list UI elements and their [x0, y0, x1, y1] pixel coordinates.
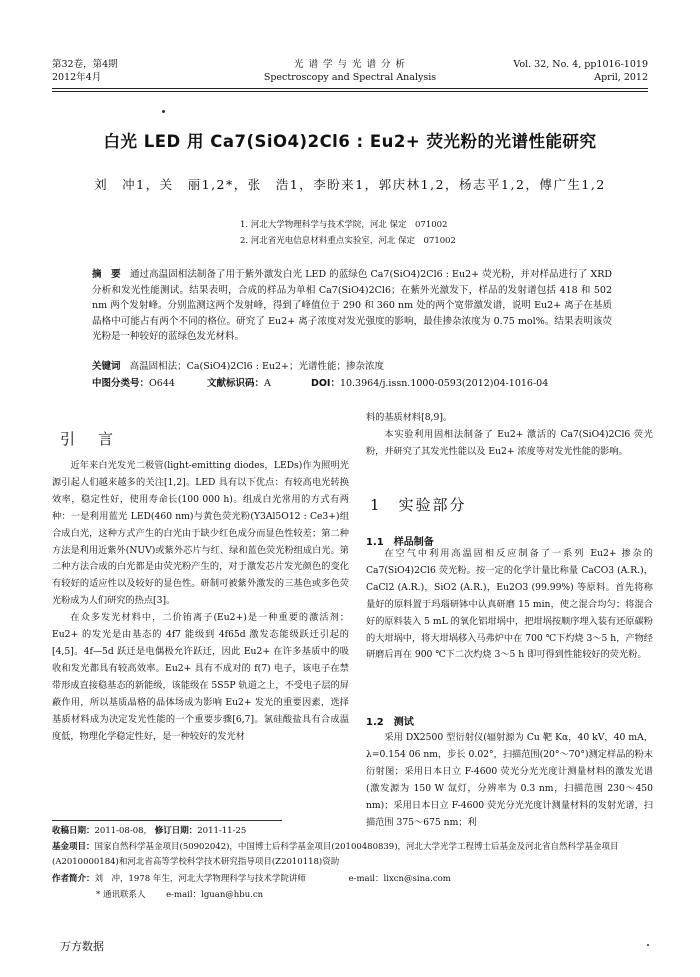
- corresponding-email: e-mail：lguan@hbu.cn: [166, 890, 264, 900]
- doc-code-label: 文献标识码：: [207, 378, 265, 389]
- header-rule-thick: [52, 88, 648, 89]
- clc-value: O644: [149, 378, 175, 389]
- header-rule-thin: [52, 91, 648, 92]
- author-list: 刘 冲1，关 丽1,2*，张 浩1，李盼来1，郭庆林1,2，杨志平1,2，傅广生1,2: [94, 177, 606, 192]
- speck-mark: [162, 110, 165, 113]
- source-watermark: 万方数据: [60, 940, 104, 953]
- speck-mark: [647, 944, 649, 946]
- footnote-dates: 收稿日期：2011-08-08， 修订日期：2011-11-25: [52, 826, 247, 836]
- keywords-label: 关键词: [92, 361, 121, 372]
- right-column-intro: [366, 410, 653, 461]
- footnote-rule: [52, 820, 282, 821]
- journal-name: 光 谱 学 与 光 谱 分 析 Spectroscopy and Spectral Analysis: [263, 59, 437, 83]
- running-header: [52, 58, 648, 86]
- section-experiment-heading: 1 实验部分: [370, 496, 467, 514]
- abstract-label: 摘 要: [92, 269, 121, 280]
- doc-code-value: A: [264, 378, 271, 389]
- journal-pages-date: Vol. 32, No. 4, pp1016-1019 April, 2012: [513, 59, 648, 83]
- paper-title: 白光 LED 用 Ca7(SiO4)2Cl6 : Eu2+ 荧光粉的光谱性能研究: [103, 132, 597, 151]
- footnote-funding: 基金项目：国家自然科学基金项目(50902042)，中国博士后科学基金项目(20100480839)，河北大学光学工程博士后基金及河北省自然科学基金项目(A2010000184)和河北省高等学校科学技术研究指导项目(Z2010118)资助: [52, 842, 619, 867]
- abstract: [92, 267, 612, 345]
- intro-paragraph: 在众多发光材料中，二价铕离子(Eu2+)是一种重要的激活剂；Eu2+ 的发光是由基态的 4f7 能级到 4f65d 激发态能级跃迁引起的[4,5]。4f—5d 跃迁是电偶极允许跃迁，因此 Eu2+ 在许多基质中的吸收和发光都具有较高效率。Eu2+ 具有不成对的 f(7) 电子，该电子在禁带形成直接稳基态的新能级，该能级在 5S5P 轨道之上，不受电子层的屏蔽作用，所以基质晶格的晶体场成为影响 Eu2+ 发光的重要因素，选择基质材料成为决定发光性能的一个重要步骤[6,7]。氯硅酸盐具有合成温度低，物理化学稳定性好，是一种较好的发光材: [52, 612, 349, 742]
- footnote-corresponding: * 通讯联系人 e-mail：lguan@hbu.cn: [96, 890, 264, 900]
- journal-volume-issue: 第32卷，第4期 2012年4月: [52, 59, 118, 83]
- doi-label: DOI：: [310, 378, 340, 389]
- doi-value: 10.3964/j.issn.1000-0593(2012)04-1016-04: [339, 378, 549, 389]
- keywords-text: 高温固相法；Ca(SiO4)2Cl6 : Eu2+；光谱性能；掺杂浓度: [129, 361, 384, 372]
- intro-paragraph: 近年来白光发光二极管(light-emitting diodes，LEDs)作为照明光源引起人们越来越多的关注[1,2]。LED 具有以下优点：有较高电光转换效率，稳定性好，使用寿命长(100 000 h)。组成白光常用的方式有两种：一是利用蓝光 LED(460 nm)与黄色荧光粉(Y3Al5O12 : Ce3+)组合成白光，这种方式产生的白光由于缺少红色成分而显色性较差；第二种方法是利用近紫外(NUV)或紫外芯片与红、绿和蓝色荧光粉组成白光。第二种方法合成的白光都是由荧光粉产生的，对于激发芯片发光颜色的变化有较好的适应性以及较好的显色性。研制可被紫外激发的三基色或多色荧光粉成为人们研究的热点[3]。: [52, 460, 349, 607]
- affiliation-2: 2. 河北省光电信息材料重点实验室，河北 保定 071002: [240, 236, 456, 246]
- author-email: e-mail：lixcn@sina.com: [348, 874, 451, 884]
- intro-continuation: 料的基质材料[8,9]。: [366, 412, 453, 423]
- subsection-measurement-heading: 1.2 测试: [366, 717, 414, 728]
- keywords: [92, 360, 652, 374]
- intro-paragraph: 本实验利用固相法制备了 Eu2+ 激活的 Ca7(SiO4)2Cl6 荧光粉，并研究了其发光性能以及 Eu2+ 浓度等对发光性能的影响。: [366, 428, 653, 457]
- sample-preparation-text: 在空气中利用高温固相反应制备了一系列 Eu2+ 掺杂的 Ca7(SiO4)2Cl6 荧光粉。按一定的化学计量比称量 CaCO3 (A.R.)，CaCl2 (A.R.)，SiO2 (A.R.)，Eu2O3 (99.99%) 等原料。首先将称量好的原料置于玛瑙研钵中认真研磨 15 min，使之混合均匀；将混合好的原料装入 5 mL 的氧化铝坩埚中，把坩埚按顺序埋入装有还原碳粉的大坩埚中，将大坩埚移入马弗炉中在 700 ℃下灼烧 3～5 h，产物经研磨后再在 900 ℃下二次灼烧 3～5 h 即可得到性能较好的荧光粉。: [366, 548, 653, 661]
- section-introduction-heading: 引 言: [60, 430, 118, 448]
- affiliation-1: 1. 河北大学物理科学与技术学院，河北 保定 071002: [240, 220, 448, 230]
- clc-label: 中图分类号：: [92, 378, 150, 389]
- measurement-text: 采用 DX2500 型衍射仪(辐射源为 Cu 靶 Kα，40 kV，40 mA，λ=0.154 06 nm，步长 0.02°，扫描范围(20°～70°)测定样品的粉末衍射图；采用日本日立 F-4600 荧光分光光度计测量材料的激发光谱(激发源为 150 W 氙灯，分辨率为 0.3 nm，扫描范围 230～450 nm)；采用日本日立 F-4600 荧光分光光度计测量材料的发射光谱，扫描范围 375～675 nm；利: [366, 732, 653, 828]
- abstract-text: 通过高温固相法制备了用于紫外激发白光 LED 的蓝绿色 Ca7(SiO4)2Cl6 : Eu2+ 荧光粉，并对样品进行了 XRD 分析和发光性能测试。结果表明，合成的样品为单相 Ca7(SiO4)2Cl6；在紫外光激发下，样品的发射谱包括 418 和 502 nm 两个发射峰。分别监测这两个发射峰，得到了峰值位于 290 和 360 nm 处的两个宽带激发谱，说明 Eu2+ 离子在基质晶格中可能占有两个不同的格位。研究了 Eu2+ 离子浓度对发光强度的影响，最佳掺杂浓度为 0.75 mol%。结果表明该荧光粉是一种较好的蓝绿色发光材料。: [92, 269, 612, 343]
- footnote-author: 作者简介：刘 冲，1978 年生，河北大学物理科学与技术学院讲师 e-mail：lixcn@sina.com: [52, 874, 451, 884]
- subsection-sample-preparation-heading: 1.1 样品制备: [366, 537, 434, 548]
- left-column-body: [52, 458, 349, 745]
- classification-line: [92, 377, 652, 391]
